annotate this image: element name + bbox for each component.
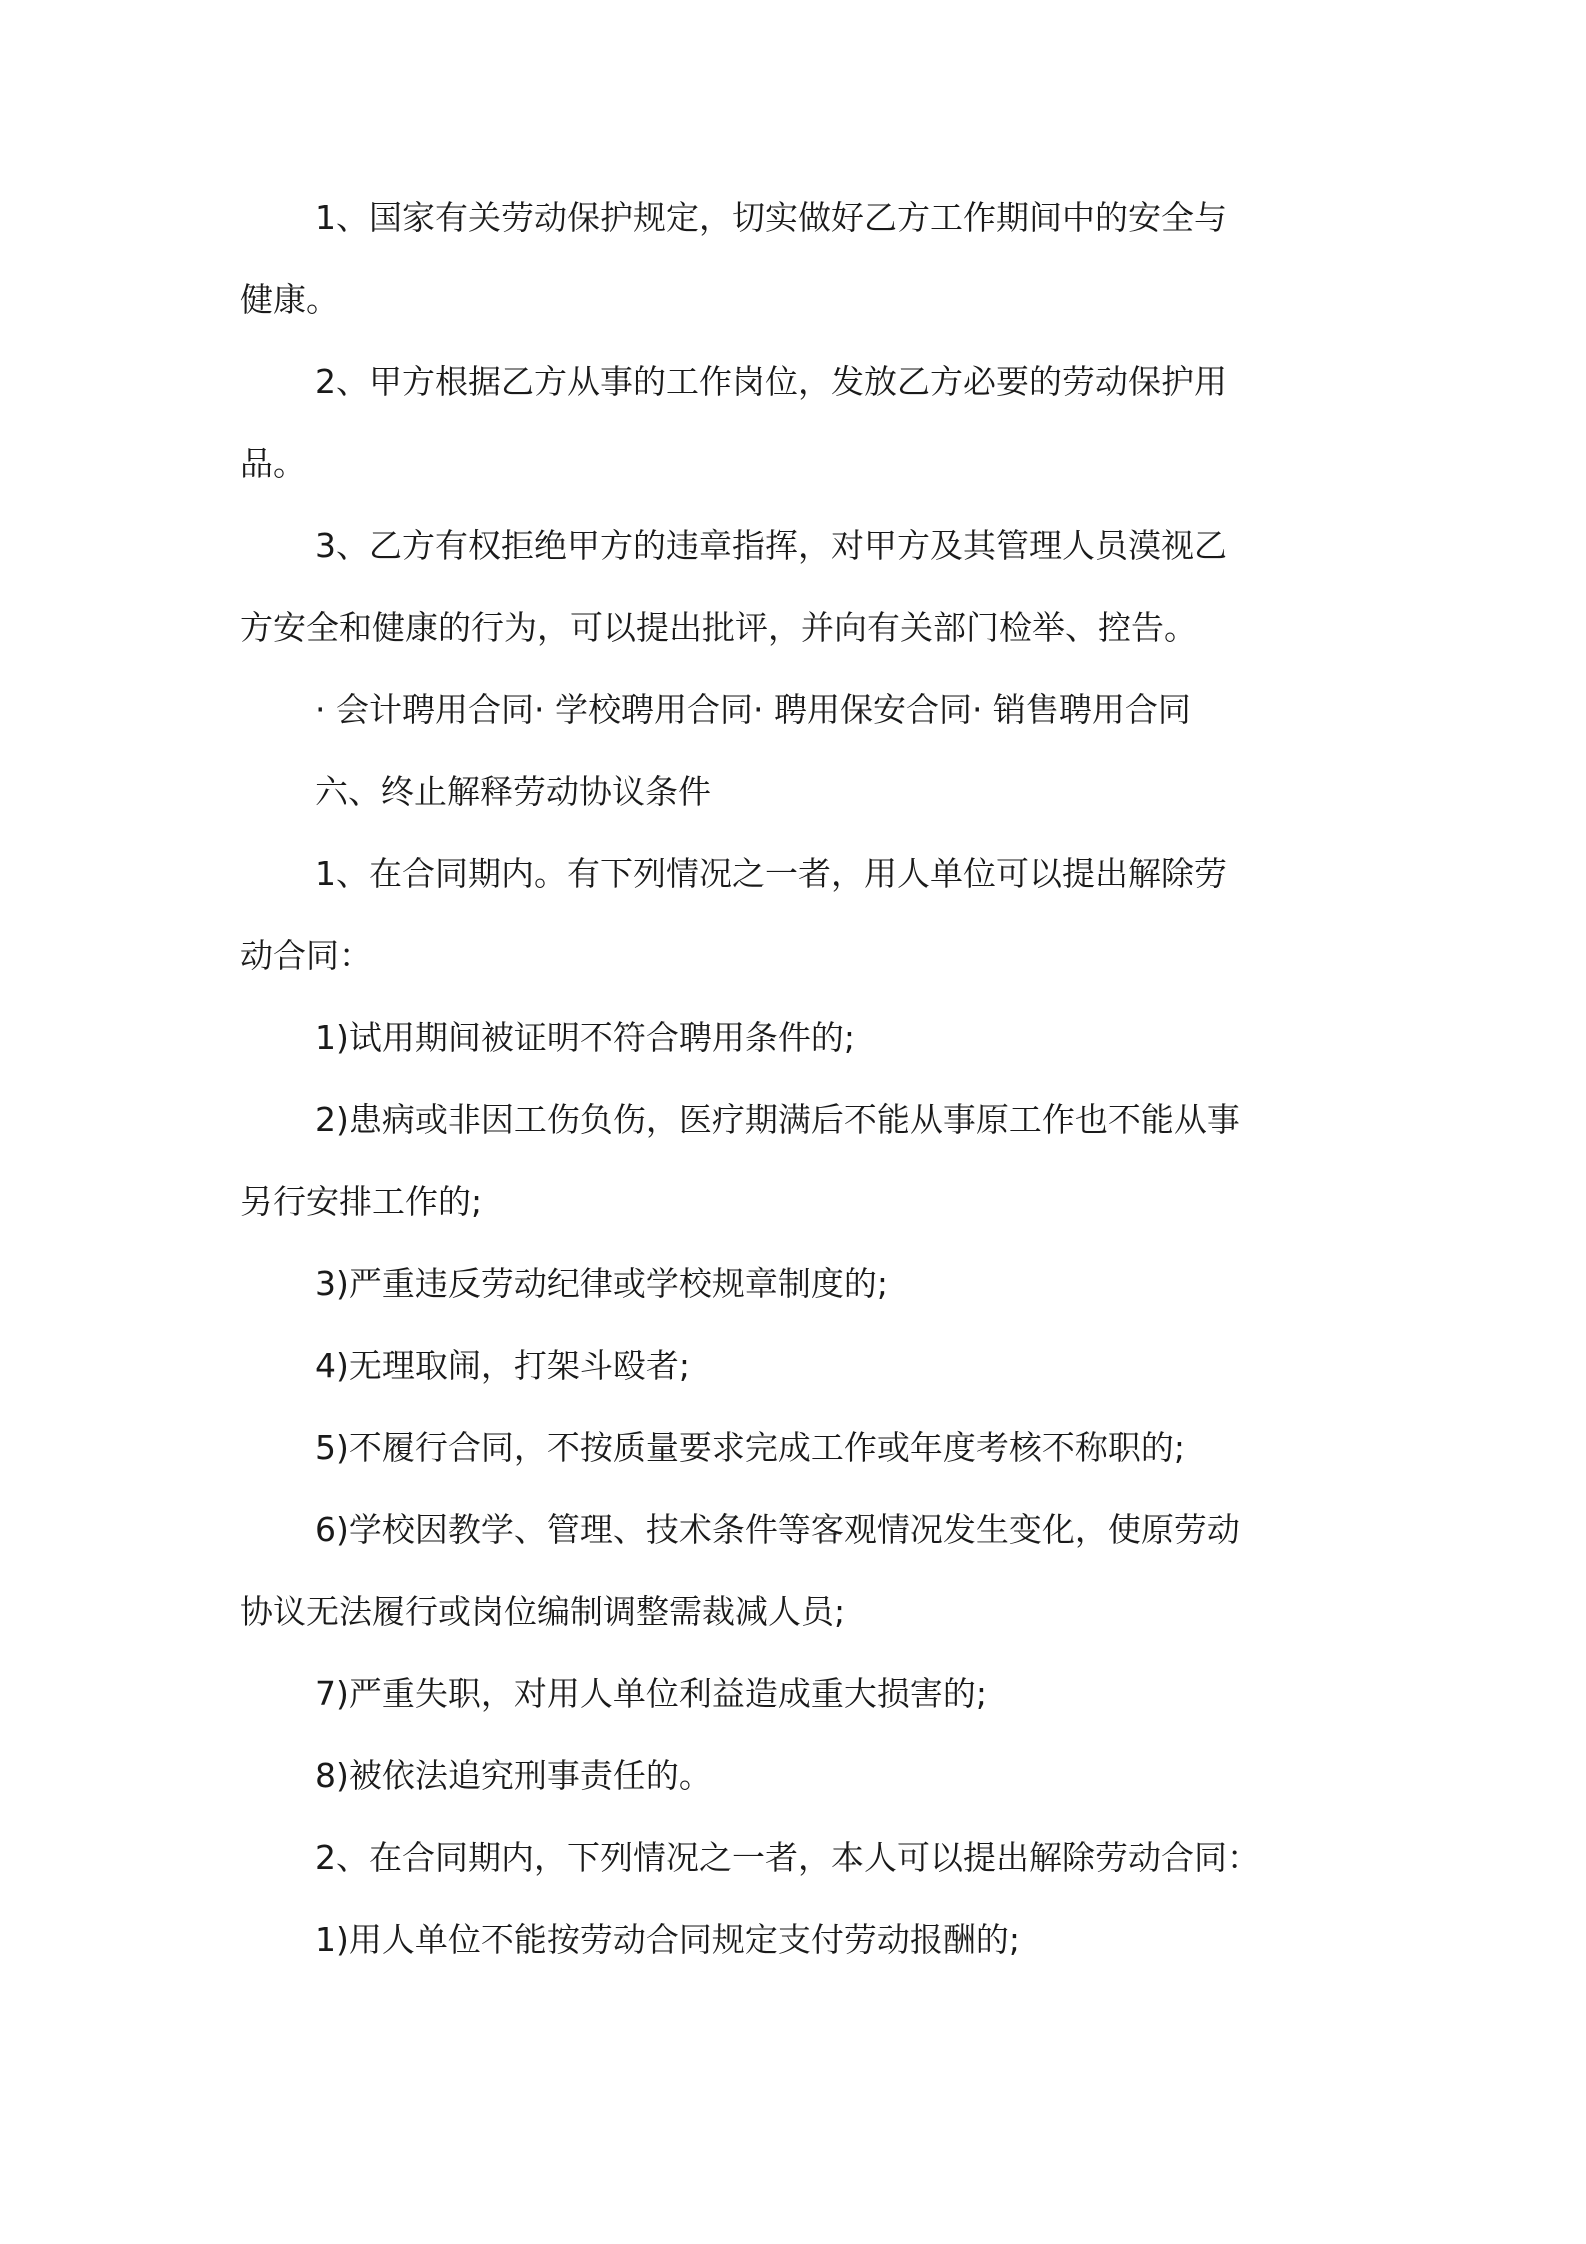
clause-1-line-1: 1、在合同期内。有下列情况之一者，用人单位可以提出解除劳	[315, 854, 1227, 893]
related-links: · 会计聘用合同· 学校聘用合同· 聘用保安合同· 销售聘用合同	[315, 690, 1191, 729]
clause-2-item-1: 1)用人单位不能按劳动合同规定支付劳动报酬的;	[315, 1920, 1020, 1959]
item-8: 8)被依法追究刑事责任的。	[315, 1756, 712, 1795]
para-3-line-2: 方安全和健康的行为，可以提出批评，并向有关部门检举、控告。	[240, 608, 1197, 647]
clause-1-line-2: 动合同：	[240, 936, 372, 975]
item-6-line-2: 协议无法履行或岗位编制调整需裁减人员;	[240, 1592, 846, 1631]
item-4: 4)无理取闹，打架斗殴者;	[315, 1346, 690, 1385]
item-6-line-1: 6)学校因教学、管理、技术条件等客观情况发生变化，使原劳动	[315, 1510, 1240, 1549]
para-3-line-1: 3、乙方有权拒绝甲方的违章指挥，对甲方及其管理人员漠视乙	[315, 526, 1227, 565]
item-7: 7)严重失职，对用人单位利益造成重大损害的;	[315, 1674, 987, 1713]
para-2-line-2: 品。	[240, 444, 306, 483]
section-heading: 六、终止解释劳动协议条件	[315, 772, 711, 811]
para-1-line-1: 1、国家有关劳动保护规定，切实做好乙方工作期间中的安全与	[315, 198, 1227, 237]
para-1-line-2: 健康。	[240, 280, 339, 319]
item-5: 5)不履行合同，不按质量要求完成工作或年度考核不称职的;	[315, 1428, 1185, 1467]
clause-2: 2、在合同期内，下列情况之一者，本人可以提出解除劳动合同：	[315, 1838, 1260, 1877]
item-3: 3)严重违反劳动纪律或学校规章制度的;	[315, 1264, 888, 1303]
item-1: 1)试用期间被证明不符合聘用条件的;	[315, 1018, 855, 1057]
item-2-line-1: 2)患病或非因工伤负伤，医疗期满后不能从事原工作也不能从事	[315, 1100, 1240, 1139]
item-2-line-2: 另行安排工作的;	[240, 1182, 483, 1221]
para-2-line-1: 2、甲方根据乙方从事的工作岗位，发放乙方必要的劳动保护用	[315, 362, 1227, 401]
